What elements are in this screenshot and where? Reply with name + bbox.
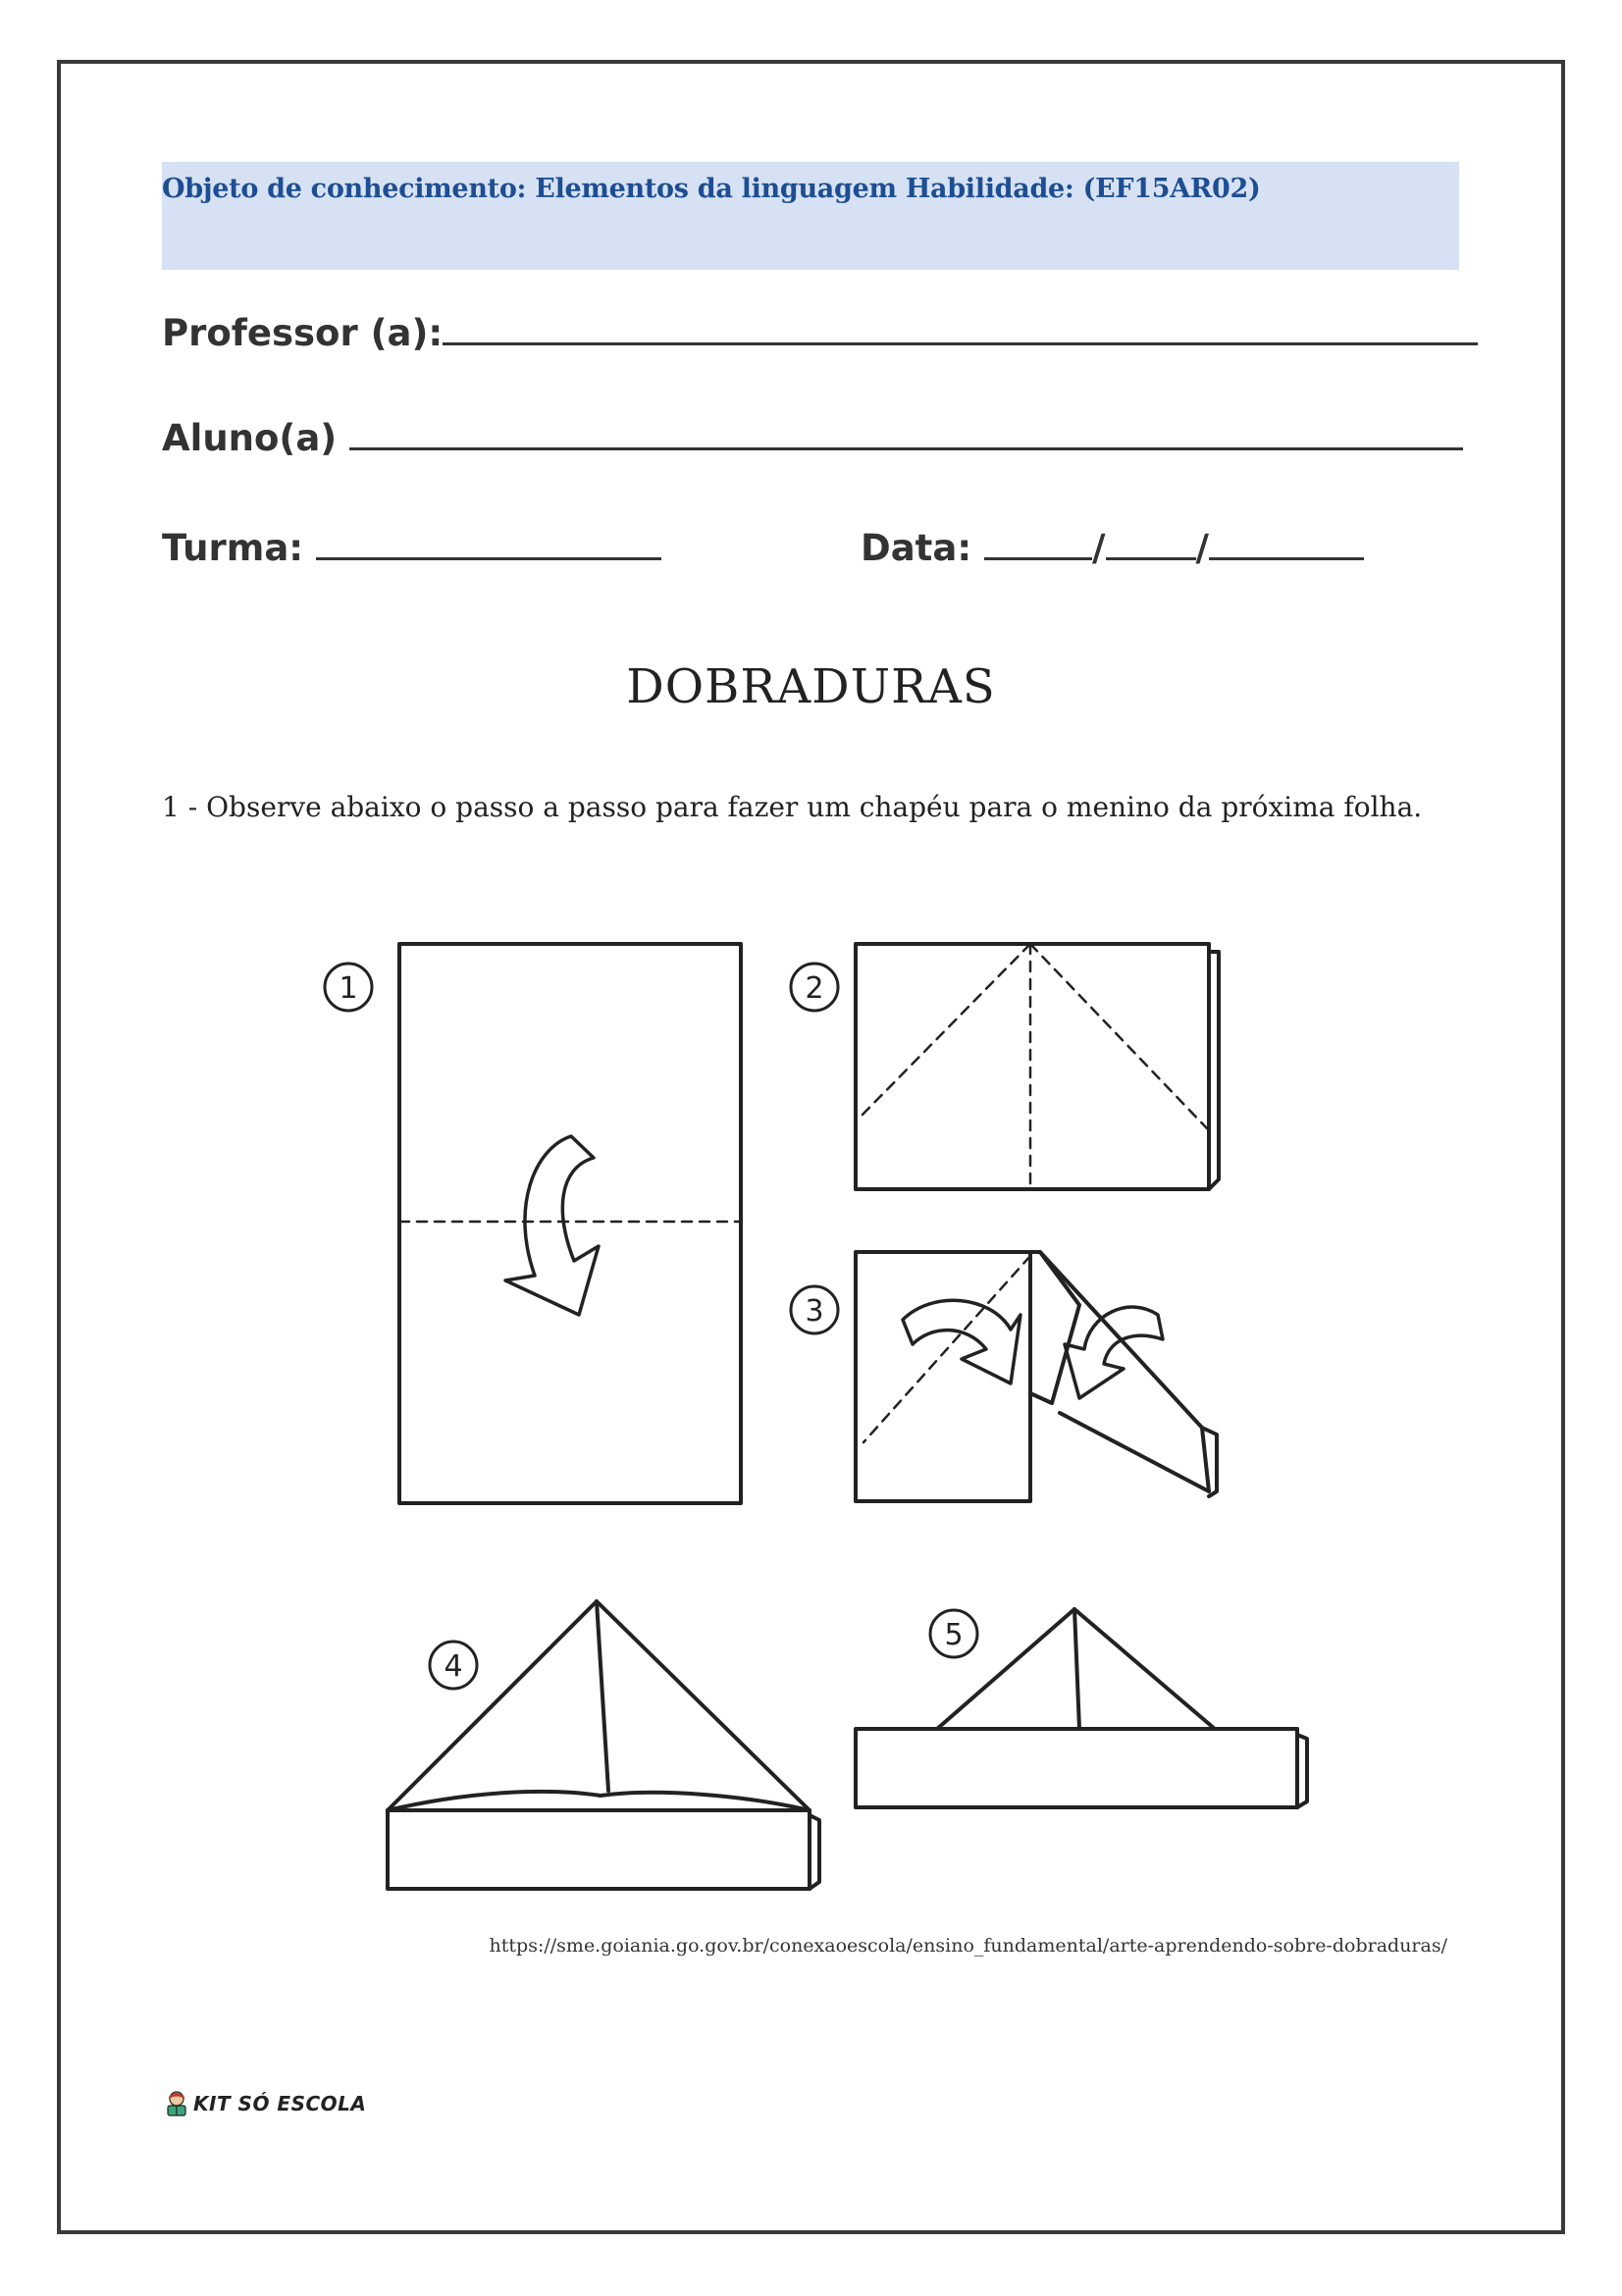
instruction-text: 1 - Observe abaixo o passo a passo para fazer um chapéu para o menino da próxima folha. xyxy=(162,791,1423,823)
day-line[interactable] xyxy=(984,530,1092,560)
turma-label: Turma: xyxy=(162,527,304,569)
date-separator: / xyxy=(1195,527,1210,569)
aluno-field[interactable] xyxy=(162,417,1463,459)
source-url[interactable]: https://sme.goiania.go.gov.br/conexaoescola/ensino_fundamental/arte-aprendendo-sobre-dobraduras/ xyxy=(489,1935,1447,1957)
step-4-diagram xyxy=(388,1601,819,1889)
step-5-diagram xyxy=(856,1609,1307,1807)
step-5-number: 5 xyxy=(944,1618,964,1652)
banner-text: Objeto de conhecimento: Elementos da linguagem Habilidade: (EF15AR02) xyxy=(162,174,1261,204)
step-1-number: 1 xyxy=(339,971,358,1006)
logo-text: KIT SÓ ESCOLA xyxy=(193,2092,367,2115)
step-2-diagram xyxy=(856,944,1219,1189)
page-title: DOBRADURAS xyxy=(626,659,996,714)
turma-line[interactable] xyxy=(316,530,661,560)
year-line[interactable] xyxy=(1209,530,1364,560)
step-2-number: 2 xyxy=(805,971,824,1006)
brand-logo xyxy=(164,2090,366,2117)
professor-line[interactable] xyxy=(443,315,1478,345)
step-3-diagram xyxy=(856,1252,1217,1501)
professor-label: Professor (a): xyxy=(162,312,444,354)
turma-field[interactable] xyxy=(162,527,661,569)
data-label: Data: xyxy=(861,527,972,569)
student-reading-icon xyxy=(164,2090,189,2117)
step-1-diagram xyxy=(399,944,741,1503)
data-field[interactable] xyxy=(861,527,1364,569)
date-separator: / xyxy=(1092,527,1106,569)
aluno-label: Aluno(a) xyxy=(162,417,338,459)
step-3-number: 3 xyxy=(805,1294,824,1329)
aluno-line[interactable] xyxy=(349,420,1463,450)
knowledge-banner xyxy=(162,162,1459,270)
step-4-number: 4 xyxy=(444,1649,463,1684)
folding-steps-illustration xyxy=(314,903,1315,1904)
month-line[interactable] xyxy=(1106,530,1196,560)
professor-field[interactable] xyxy=(162,312,1478,354)
